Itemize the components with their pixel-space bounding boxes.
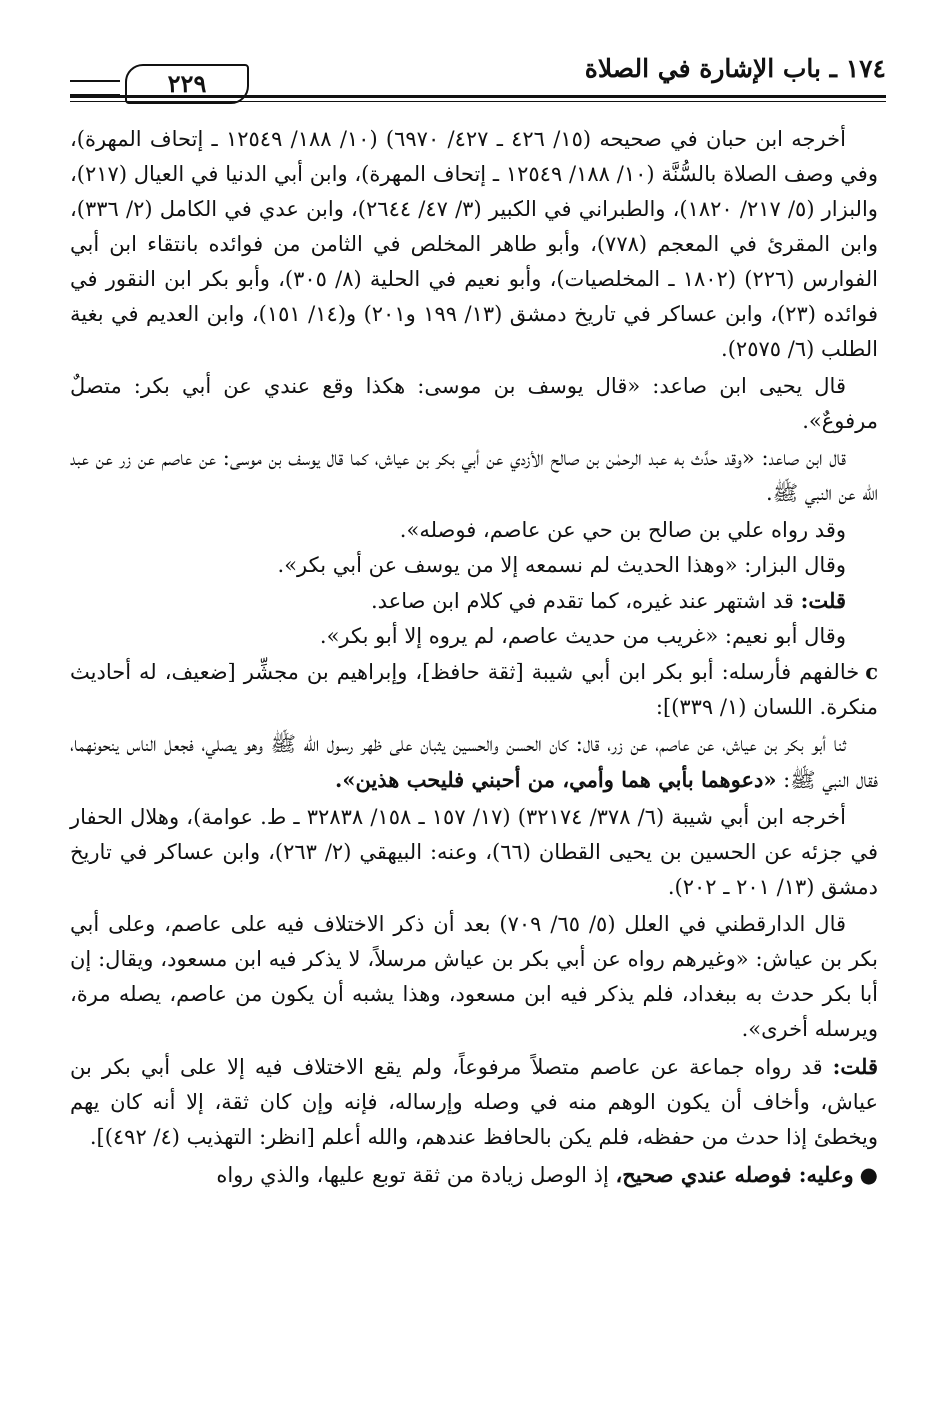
paragraph-ibn-saed-2: قال ابن صاعد: «وقد حدَّث به عبد الرحمٰن بن صالح الأزدي عن أبي بكر بن عياش، كما قال يوسف بن موسى: عن عاصم عن زر عن عبد الله عن النبي ﷺ. [70, 446, 878, 505]
paragraph-ibn-saed-quote: قال يحيى ابن صاعد: «قال يوسف بن موسى: هكذا وقع عندي عن أبي بكر: متصلٌ مرفوعٌ». [70, 374, 878, 433]
page-header [70, 48, 886, 108]
qultu-label: قلت: [832, 1054, 878, 1079]
paragraph-qultu-1: قلت: قد اشتهر عند غيره، كما تقدم في كلام ابن صاعد. [370, 588, 846, 613]
paragraph-conclusion: ●وعليه: فوصله عندي صحيح، إذ الوصل زيادة من ثقة توبع عليها، والذي رواه [216, 1162, 878, 1187]
header-rule-thin [70, 101, 886, 102]
paragraph-qultu-2: قلت: قد رواه جماعة عن عاصم متصلاً مرفوعاً، ولم يقع الاختلاف فيه إلا على أبي بكر بن عياش، وأخاف أن يكون الوهم منه في وصله وإرساله، فإنه وإن كان ثقة، إلا أنه كان يهم ويخطئ إذا حدث من حفظه، فلم يكن بالحافظ عندهم، والله أعلم [انظر: التهذيب (٤/ ٤٩٢)]. [70, 1054, 878, 1149]
hadith-bold-text: «دعوهما بأبي هما وأمي، من أحبني فليحب هذين». [335, 767, 777, 792]
paragraph-takhrij-2: أخرجه ابن أبي شيبة (٦/ ٣٧٨/ ٣٢١٧٤) (١٧/ ١٥٧ ـ ١٥٨/ ٣٢٨٣٨ ـ ط. عوامة)، وهلال الحفار في جزئه عن الحسين بن يحيى القطان (٦٦)، وعنه: البيهقي (٢/ ٢٦٣)، وابن عساكر في تاريخ دمشق (١٣/ ٢٠١ ـ ٢٠٢). [70, 805, 878, 899]
paragraph-abu-nuaym: وقال أبو نعيم: «غريب من حديث عاصم، لم يروه إلا أبو بكر». [319, 624, 846, 648]
bullet-marker: c [865, 659, 878, 684]
paragraph-bazzar: وقال البزار: «وهذا الحديث لم نسمعه إلا من يوسف عن أبي بكر». [277, 553, 846, 577]
paragraph-mursal: cخالفهم فأرسله: أبو بكر ابن أبي شيبة [ثقة حافظ]، وإبراهيم بن مجشِّر [ضعيف، له أحاديث منكرة. اللسان (١/ ٣٣٩)]: [70, 659, 878, 719]
paragraph-daraqutni: قال الدارقطني في العلل (٥/ ٦٥/ ٧٠٩) بعد أن ذكر الاختلاف فيه على عاصم، وعلى أبي بكر بن عياش: «وغيرهم رواه عن أبي بكر بن عياش مرسلاً، لا يذكر فيه ابن مسعود، ويقال: إن أبا بكر حدث به ببغداد، فلم يذكر فيه ابن مسعود، وهذا يشبه أن يكون من عاصم، يصله مرة، ويرسله أخرى». [70, 912, 878, 1041]
qultu-label: قلت: [800, 588, 846, 613]
page-number: ٢٢٩ [125, 64, 249, 104]
header-rule-thick [70, 95, 886, 98]
paragraph-takhrij-1: أخرجه ابن حبان في صحيحه (١٥/ ٤٢٦ ـ ٤٢٧/ ٦٩٧٠) (١٠/ ١٨٨/ ١٢٥٤٩ ـ إتحاف المهرة)، وفي وصف الصلاة بالسُّنَّة (١٠/ ١٨٨/ ١٢٥٤٩ ـ إتحاف المهرة)، وابن أبي الدنيا في العيال (٢١٧)، والبزار (٥/ ٢١٧/ ١٨٢٠)، والطبراني في الكبير (٣/ ٤٧/ ٢٦٤٤)، وابن عدي في الكامل (٢/ ٣٣٦)، وابن المقرئ في المعجم (٧٧٨)، وأبو طاهر المخلص في الثامن من فوائده بانتقاء ابن أبي الفوارس (٢٢٦) (١٨٠٢ ـ المخلصيات)، وأبو نعيم في الحلية (٨/ ٣٠٥)، وأبو بكر ابن النقور في فوائده (٢٣)، وابن عساكر في تاريخ دمشق (١٣/ ١٩٩ و٢٠١) و(١٤/ ١٥١)، وابن العديم في بغية الطلب (٦/ ٢٥٧٥). [70, 127, 878, 361]
paragraph-ali-bin-salih: وقد رواه علي بن صالح بن حي عن عاصم، فوصله». [399, 518, 846, 542]
conclusion-bold: وعليه: فوصله عندي صحيح، [615, 1162, 854, 1187]
bullet-dot: ● [859, 1162, 878, 1187]
paragraph-hadith-text: ثنا أبو بكر بن عياش، عن عاصم، عن زر، قال: كان الحسن والحسين يثبان على ظهر رسول الله ﷺ وهو يصلي، فجعل الناس ينحونهما، فقال النبي ﷺ: «دعوهما بأبي هما وأمي، من أحبني فليحب هذين». [70, 732, 878, 792]
header-ornament-rules [70, 80, 120, 96]
page-body [70, 122, 878, 1195]
running-title: ١٧٤ ـ باب الإشارة في الصلاة [584, 54, 886, 83]
